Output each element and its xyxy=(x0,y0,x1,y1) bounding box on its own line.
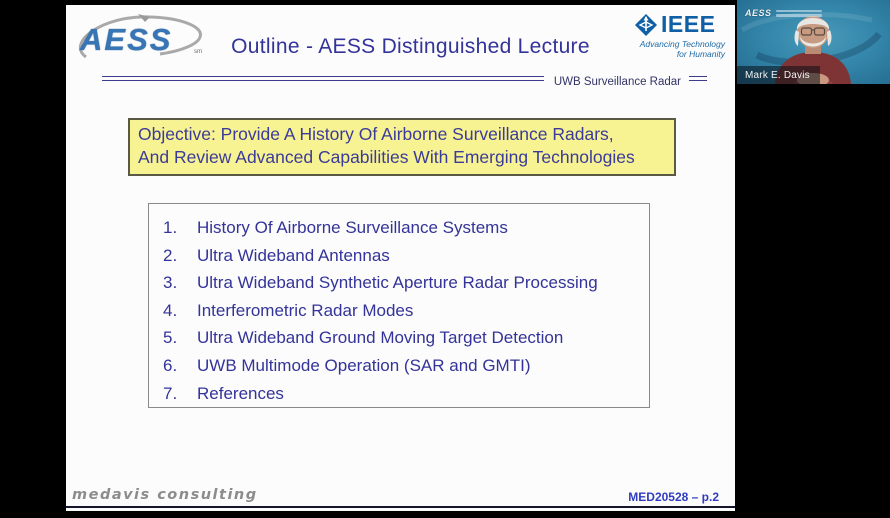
webcam-aess-overlay-logo xyxy=(745,8,822,18)
ieee-tagline: Advancing Technology for Humanity xyxy=(639,39,725,59)
objective-line-1: Objective: Provide A History Of Airborne Surveillance Radars, xyxy=(138,124,614,144)
medavis-consulting-brand: medavis consulting xyxy=(72,487,258,503)
footer-divider-line xyxy=(66,506,735,509)
speaker-name-tag: Mark E. Davis xyxy=(737,66,820,84)
slide-page-number: MED20528 – p.2 xyxy=(628,490,719,504)
list-item: 7. References xyxy=(163,383,284,403)
slide-title: Outline - AESS Distinguished Lecture xyxy=(231,35,590,58)
list-item: 3. Ultra Wideband Synthetic Aperture Radar Processing xyxy=(163,273,598,293)
header-subtitle: UWB Surveillance Radar xyxy=(553,76,681,88)
speaker-webcam-video[interactable] xyxy=(737,0,890,84)
list-item: 2. Ultra Wideband Antennas xyxy=(163,245,390,265)
webcam-aess-tagline xyxy=(776,10,822,17)
outline-list-box xyxy=(148,203,650,408)
header-divider-line xyxy=(102,76,544,81)
ieee-logo-text: IEEE xyxy=(661,11,716,37)
list-item: 5. Ultra Wideband Ground Moving Target Detection xyxy=(163,328,564,348)
list-item: 6. UWB Multimode Operation (SAR and GMTI) xyxy=(163,355,531,375)
header-divider-end-mark xyxy=(689,76,707,81)
ieee-logo xyxy=(633,11,725,59)
list-item: 1. History Of Airborne Surveillance Systems xyxy=(163,218,508,237)
webcam-aess-logo-text: AESS xyxy=(745,8,772,18)
objective-line-2: And Review Advanced Capabilities With Emerging Technologies xyxy=(138,147,635,167)
aess-logo-text: AESS xyxy=(80,22,173,57)
presentation-slide xyxy=(66,5,735,511)
header-rule-row xyxy=(102,72,707,88)
aess-logo-suffix: sm xyxy=(194,49,202,55)
list-item: 4. Interferometric Radar Modes xyxy=(163,300,414,320)
objective-box xyxy=(128,118,676,176)
ieee-diamond-icon xyxy=(633,12,659,38)
